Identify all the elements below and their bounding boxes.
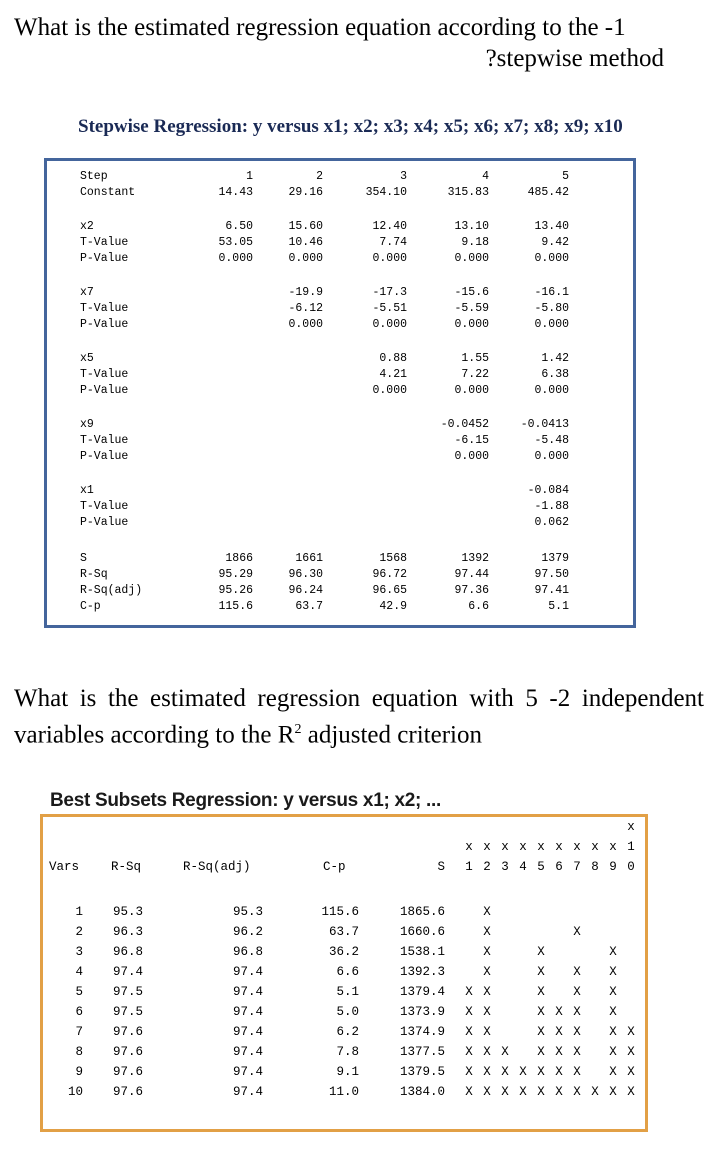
best-subsets-title: Best Subsets Regression: y versus x1; x2; ... [50, 790, 441, 811]
row-s: 1384.0 [399, 1085, 445, 1099]
variable-mark: X [483, 1045, 491, 1059]
coefficient-value: 1.42 [541, 352, 569, 365]
t-value-label: T-Value [80, 500, 129, 513]
row-vars: 8 [75, 1045, 83, 1059]
t-value-label: T-Value [80, 368, 129, 381]
coefficient-value: 13.10 [454, 220, 489, 233]
rsq-value: 97.44 [454, 568, 489, 581]
row-cp: 6.2 [336, 1025, 359, 1039]
step-number: 3 [400, 170, 407, 183]
row-vars: 7 [75, 1025, 83, 1039]
p-value: 0.000 [454, 252, 489, 265]
row-cp: 5.1 [336, 985, 359, 999]
rsq-value: 97.50 [534, 568, 569, 581]
question-1 [14, 12, 694, 74]
variable-mark: X [555, 1045, 563, 1059]
variable-mark: X [573, 965, 581, 979]
p-value-label: P-Value [80, 516, 129, 529]
var-header-mid: 1 [627, 840, 635, 854]
rsq-header: R-Sq [111, 860, 142, 874]
variable-mark: X [501, 1065, 509, 1079]
row-rsqadj: 96.8 [232, 945, 263, 959]
stepwise-title: Stepwise Regression: y versus x1; x2; x3; x4; x5; x6; x7; x8; x9; x10 [78, 116, 623, 137]
variable-mark: X [627, 1085, 635, 1099]
var-header-mid: x [573, 840, 581, 854]
row-rsqadj: 97.4 [232, 1005, 263, 1019]
t-value: -5.59 [454, 302, 489, 315]
rsqadj-value: 97.41 [534, 584, 569, 597]
var-header-mid: x [555, 840, 563, 854]
variable-mark: X [555, 1005, 563, 1019]
rsq-value: 96.30 [288, 568, 323, 581]
variable-mark: X [573, 1065, 581, 1079]
variable-label: x9 [80, 418, 94, 431]
cp-value: 6.6 [468, 600, 489, 613]
variable-mark: X [483, 905, 491, 919]
rsq-value: 95.29 [218, 568, 253, 581]
row-rsqadj: 97.4 [232, 1065, 263, 1079]
variable-mark: X [537, 1045, 545, 1059]
var-header-bot: 4 [519, 860, 527, 874]
vars-header: Vars [49, 860, 80, 874]
variable-mark: X [483, 1065, 491, 1079]
var-header-bot: 8 [591, 860, 599, 874]
row-vars: 4 [75, 965, 83, 979]
variable-mark: X [483, 1005, 491, 1019]
row-s: 1865.6 [399, 905, 445, 919]
row-vars: 2 [75, 925, 83, 939]
variable-mark: X [519, 1085, 527, 1099]
variable-mark: X [537, 1005, 545, 1019]
var-header-bot: 0 [627, 860, 635, 874]
row-rsqadj: 97.4 [232, 965, 263, 979]
coefficient-value: 1.55 [461, 352, 489, 365]
row-vars: 9 [75, 1065, 83, 1079]
p-value: 0.062 [534, 516, 569, 529]
t-value: 4.21 [379, 368, 407, 381]
t-value: 7.74 [379, 236, 407, 249]
variable-mark: X [483, 965, 491, 979]
row-cp: 36.2 [328, 945, 359, 959]
rsq-value: 96.72 [372, 568, 407, 581]
variable-mark: X [627, 1025, 635, 1039]
var-header-bot: 1 [465, 860, 473, 874]
var-header-bot: 9 [609, 860, 617, 874]
t-value: 9.18 [461, 236, 489, 249]
constant-value: 29.16 [288, 186, 323, 199]
variable-mark: X [573, 925, 581, 939]
cp-value: 63.7 [295, 600, 323, 613]
var-header-mid: x [609, 840, 617, 854]
t-value: -5.48 [534, 434, 569, 447]
t-value: -6.15 [454, 434, 489, 447]
p-value-label: P-Value [80, 318, 129, 331]
variable-mark: X [465, 1085, 473, 1099]
variable-mark: X [609, 985, 617, 999]
variable-mark: X [483, 1085, 491, 1099]
row-rsqadj: 95.3 [232, 905, 263, 919]
row-vars: 6 [75, 1005, 83, 1019]
coefficient-value: -16.1 [534, 286, 569, 299]
cp-value: 115.6 [218, 600, 253, 613]
row-vars: 5 [75, 985, 83, 999]
cp-value: 5.1 [548, 600, 569, 613]
t-value-label: T-Value [80, 236, 129, 249]
coefficient-value: -0.0452 [440, 418, 489, 431]
variable-mark: X [537, 1025, 545, 1039]
coefficient-value: -19.9 [288, 286, 323, 299]
variable-mark: X [609, 1065, 617, 1079]
variable-mark: X [573, 1005, 581, 1019]
constant-value: 354.10 [365, 186, 407, 199]
variable-mark: X [483, 925, 491, 939]
cp-value: 42.9 [379, 600, 407, 613]
step-number: 1 [246, 170, 253, 183]
row-s: 1660.6 [399, 925, 445, 939]
rsqadj-value: 95.26 [218, 584, 253, 597]
var-header-bot: 2 [483, 860, 491, 874]
row-cp: 63.7 [328, 925, 359, 939]
row-s: 1379.4 [399, 985, 445, 999]
p-value: 0.000 [454, 318, 489, 331]
variable-mark: X [609, 965, 617, 979]
t-value-label: T-Value [80, 302, 129, 315]
step-number: 2 [316, 170, 323, 183]
cp-label: C-p [80, 600, 101, 613]
p-value: 0.000 [218, 252, 253, 265]
row-rsq: 96.8 [113, 945, 144, 959]
constant-label: Constant [80, 186, 136, 199]
t-value-label: T-Value [80, 434, 129, 447]
rsqadj-header: R-Sq(adj) [183, 860, 251, 874]
t-value: -6.12 [288, 302, 323, 315]
best-subsets-output-box [40, 814, 648, 1132]
variable-mark: X [465, 985, 473, 999]
row-rsq: 97.6 [113, 1085, 144, 1099]
var-header-mid: x [537, 840, 545, 854]
row-rsq: 97.5 [113, 1005, 144, 1019]
variable-mark: X [537, 965, 545, 979]
coefficient-value: 6.50 [225, 220, 253, 233]
row-cp: 7.8 [336, 1045, 359, 1059]
variable-mark: X [627, 1065, 635, 1079]
question-1-line-1: What is the estimated regression equation according to the -1 [14, 14, 626, 41]
row-cp: 9.1 [336, 1065, 359, 1079]
question-2-text-end: adjusted criterion [301, 721, 482, 749]
question-2-text: What is the estimated regression equation with 5 -2 independent variables according to the R [14, 685, 704, 749]
row-s: 1373.9 [399, 1005, 445, 1019]
variable-mark: X [609, 1045, 617, 1059]
row-rsqadj: 97.4 [232, 1085, 263, 1099]
variable-mark: X [537, 985, 545, 999]
p-value: 0.000 [534, 450, 569, 463]
s-value: 1392 [461, 552, 489, 565]
variable-mark: X [465, 1045, 473, 1059]
variable-mark: X [573, 1045, 581, 1059]
t-value: -5.80 [534, 302, 569, 315]
step-number: 4 [482, 170, 489, 183]
variable-mark: X [555, 1065, 563, 1079]
p-value: 0.000 [372, 318, 407, 331]
row-rsqadj: 96.2 [232, 925, 263, 939]
variable-mark: X [537, 945, 545, 959]
s-label: S [80, 552, 87, 565]
coefficient-value: 12.40 [372, 220, 407, 233]
row-rsq: 97.6 [113, 1065, 144, 1079]
variable-mark: X [609, 945, 617, 959]
variable-mark: X [483, 1025, 491, 1039]
variable-label: x1 [80, 484, 94, 497]
var-header-bot: 7 [573, 860, 581, 874]
variable-mark: X [609, 1005, 617, 1019]
row-cp: 6.6 [336, 965, 359, 979]
row-s: 1374.9 [399, 1025, 445, 1039]
constant-value: 485.42 [527, 186, 569, 199]
coefficient-value: -15.6 [454, 286, 489, 299]
t-value: 6.38 [541, 368, 569, 381]
variable-mark: X [537, 1065, 545, 1079]
row-vars: 1 [75, 905, 83, 919]
coefficient-value: -17.3 [372, 286, 407, 299]
p-value: 0.000 [372, 384, 407, 397]
s-value: 1379 [541, 552, 569, 565]
step-label: Step [80, 170, 108, 183]
rsqadj-value: 96.24 [288, 584, 323, 597]
step-number: 5 [562, 170, 569, 183]
var-header-bot: 5 [537, 860, 545, 874]
rsqadj-label: R-Sq(adj) [80, 584, 143, 597]
coefficient-value: -0.084 [527, 484, 569, 497]
row-cp: 5.0 [336, 1005, 359, 1019]
variable-mark: X [573, 985, 581, 999]
p-value: 0.000 [534, 318, 569, 331]
p-value: 0.000 [454, 450, 489, 463]
row-s: 1379.5 [399, 1065, 445, 1079]
variable-mark: X [591, 1085, 599, 1099]
variable-mark: X [555, 1085, 563, 1099]
row-rsq: 97.5 [113, 985, 144, 999]
row-s: 1392.3 [399, 965, 445, 979]
variable-label: x7 [80, 286, 94, 299]
question-1-line-2: ?stepwise method [485, 45, 664, 72]
p-value: 0.000 [288, 318, 323, 331]
rsq-label: R-Sq [80, 568, 108, 581]
var-header-mid: x [519, 840, 527, 854]
t-value: 53.05 [218, 236, 253, 249]
p-value: 0.000 [534, 252, 569, 265]
rsqadj-value: 97.36 [454, 584, 489, 597]
row-rsqadj: 97.4 [232, 1045, 263, 1059]
p-value: 0.000 [454, 384, 489, 397]
p-value-label: P-Value [80, 252, 129, 265]
var-header-top: x [627, 820, 635, 834]
constant-value: 14.43 [218, 186, 253, 199]
row-rsq: 97.4 [113, 965, 144, 979]
s-value: 1866 [225, 552, 253, 565]
variable-mark: X [501, 1085, 509, 1099]
constant-value: 315.83 [447, 186, 489, 199]
coefficient-value: 0.88 [379, 352, 407, 365]
var-header-mid: x [483, 840, 491, 854]
row-s: 1377.5 [399, 1045, 445, 1059]
variable-mark: X [501, 1045, 509, 1059]
p-value-label: P-Value [80, 384, 129, 397]
stepwise-output-box [44, 158, 636, 628]
row-rsq: 96.3 [113, 925, 144, 939]
p-value-label: P-Value [80, 450, 129, 463]
variable-mark: X [627, 1045, 635, 1059]
variable-mark: X [609, 1025, 617, 1039]
coefficient-value: 15.60 [288, 220, 323, 233]
row-rsq: 97.6 [113, 1045, 144, 1059]
s-header: S [437, 860, 445, 874]
variable-mark: X [465, 1065, 473, 1079]
t-value: 10.46 [288, 236, 323, 249]
t-value: -1.88 [534, 500, 569, 513]
variable-mark: X [555, 1025, 563, 1039]
question-2 [14, 683, 704, 750]
t-value: -5.51 [372, 302, 407, 315]
variable-mark: X [609, 1085, 617, 1099]
variable-mark: X [483, 985, 491, 999]
row-rsq: 97.6 [113, 1025, 144, 1039]
row-cp: 11.0 [328, 1085, 359, 1099]
variable-label: x2 [80, 220, 94, 233]
row-rsq: 95.3 [113, 905, 144, 919]
var-header-mid: x [465, 840, 473, 854]
row-cp: 115.6 [321, 905, 359, 919]
row-rsqadj: 97.4 [232, 1025, 263, 1039]
row-vars: 10 [67, 1085, 83, 1099]
rsqadj-value: 96.65 [372, 584, 407, 597]
variable-mark: X [537, 1085, 545, 1099]
cp-header: C-p [323, 860, 346, 874]
t-value: 7.22 [461, 368, 489, 381]
variable-mark: X [573, 1085, 581, 1099]
s-value: 1661 [295, 552, 323, 565]
var-header-bot: 3 [501, 860, 509, 874]
coefficient-value: 13.40 [534, 220, 569, 233]
var-header-mid: x [591, 840, 599, 854]
s-value: 1568 [379, 552, 407, 565]
p-value: 0.000 [288, 252, 323, 265]
coefficient-value: -0.0413 [520, 418, 569, 431]
p-value: 0.000 [372, 252, 407, 265]
row-s: 1538.1 [399, 945, 445, 959]
variable-mark: X [483, 945, 491, 959]
variable-mark: X [573, 1025, 581, 1039]
question-2-superscript: 2 [294, 722, 302, 737]
row-vars: 3 [75, 945, 83, 959]
row-rsqadj: 97.4 [232, 985, 263, 999]
t-value: 9.42 [541, 236, 569, 249]
p-value: 0.000 [534, 384, 569, 397]
variable-mark: X [465, 1025, 473, 1039]
variable-label: x5 [80, 352, 94, 365]
variable-mark: X [519, 1065, 527, 1079]
variable-mark: X [465, 1005, 473, 1019]
var-header-mid: x [501, 840, 509, 854]
var-header-bot: 6 [555, 860, 563, 874]
